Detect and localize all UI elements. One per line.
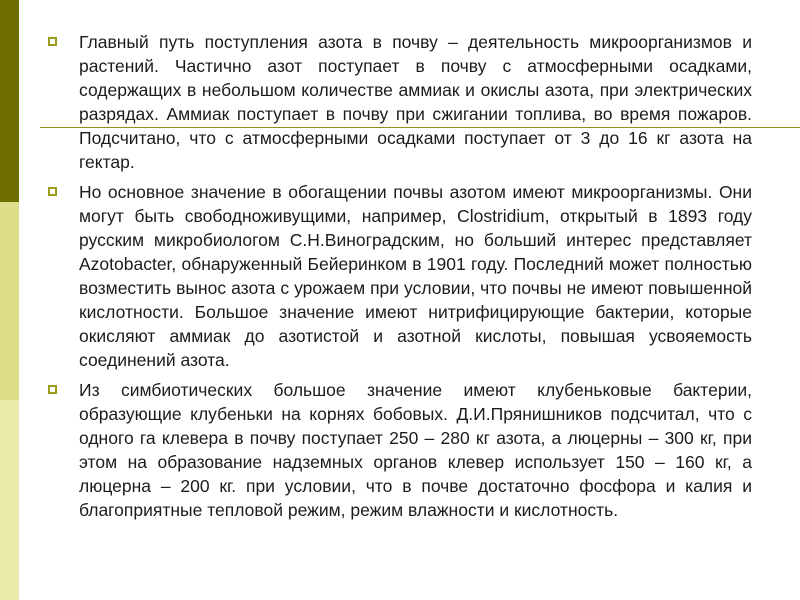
square-bullet-icon (48, 187, 57, 196)
bullet-item-1 (48, 30, 752, 174)
bullet-text-1: Главный путь поступления азота в почву – деятельность микроорганизмов и растений. Частично азот поступает в почву с атмосферными осадками, содержащих в небольшом количестве аммиак и окислы азота, при электрических разрядах. Аммиак поступает в почву при сжигании топлива, во время пожаров. Подсчитано, что с атмосферными осадками поступает от 3 до 16 кг азота на гектар. (79, 32, 752, 172)
sidebar-decoration-top (0, 0, 19, 202)
slide-body (48, 30, 752, 528)
square-bullet-icon (48, 37, 57, 46)
sidebar-decoration-middle (0, 202, 19, 400)
bullet-item-2 (48, 180, 752, 372)
bullet-text-2: Но основное значение в обогащении почвы азотом имеют микроорганизмы. Они могут быть свободноживущими, например, Clostridium, открытый в 1893 году русским микробиологом С.Н.Виноградским, но больший интерес представляет Azotobacter, обнаруженный Бейеринком в 1901 году. Последний может полностью возместить вынос азота с урожаем при условии, что почвы не имеют повышенной кислотности. Большое значение имеют нитрифицирующие бактерии, которые окисляют аммиак до азотистой и азотной кислоты, повышая усвояемость соединений азота. (79, 182, 752, 370)
bullet-text-3: Из симбиотических большое значение имеют клубеньковые бактерии, образующие клубеньки на корнях бобовых. Д.И.Прянишников подсчитал, что с одного га клевера в почву поступает 250 – 280 кг азота, а люцерны – 300 кг, при этом на образование надземных органов клевер использует 150 – 160 кг, а люцерна – 200 кг. при условии, что в почве достаточно фосфора и калия и благоприятные тепловой режим, режим влажности и кислотность. (79, 380, 752, 520)
sidebar-decoration-bottom (0, 400, 19, 600)
square-bullet-icon (48, 385, 57, 394)
bullet-item-3 (48, 378, 752, 522)
